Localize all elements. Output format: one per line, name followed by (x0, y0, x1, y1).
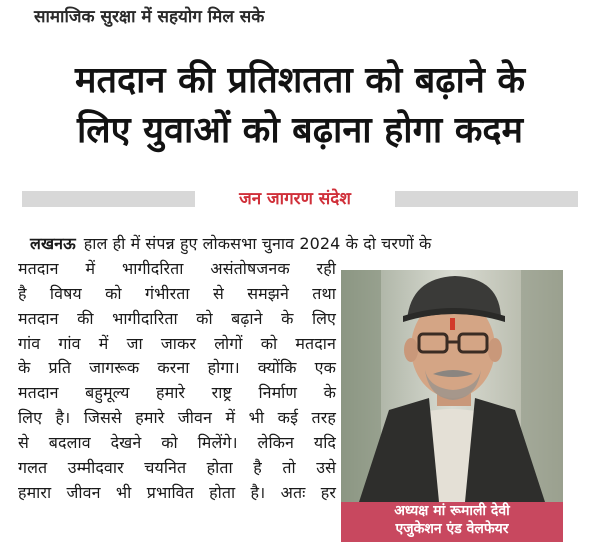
article-line-3: है विषय को गंभीरता से समझने तथा (18, 284, 336, 303)
caption-line-2: एजुकेशन एंड वेलफेयर (395, 521, 509, 537)
byline: जन जागरण संदेश (195, 186, 395, 212)
dateline: लखनऊ (30, 234, 76, 253)
caption-line-1: अध्यक्ष मां रूमाली देवी (394, 503, 510, 519)
article-line-11: हमारा जीवन भी प्रभावित होता है। अतः हर (18, 483, 336, 502)
article-line-9: से बदलाव देखने को मिलेंगे। लेकिन यदि (18, 433, 336, 452)
photo-caption (341, 502, 563, 542)
article-headline (0, 56, 600, 156)
article-line-10: गलत उम्मीदवार चयनित होता है तो उसे (18, 458, 336, 477)
article-line-1 (18, 232, 578, 257)
article-line-2: मतदान में भागीदरिता असंतोषजनक रही (18, 259, 336, 278)
article-line-4: मतदान की भागीदारिता को बढ़ाने के लिए (18, 309, 336, 328)
previous-article-text: सामाजिक सुरक्षा में सहयोग मिल सके (34, 7, 265, 27)
article-line-7: मतदान बहुमूल्य हमारे राष्ट्र निर्माण के (18, 383, 336, 402)
article-line-6: के प्रति जागरूक करना होगा। क्योंकि एक (18, 358, 336, 377)
article-line-1-text: हाल ही में संपन्न हुए लोकसभा चुनाव 2024 के दो चरणों के (83, 234, 432, 253)
headline-line-2: लिए युवाओं को बढ़ाना होगा कदम (76, 110, 524, 151)
portrait-photo (341, 270, 563, 502)
article-line-8: लिए है। जिससे हमारे जीवन में भी कई तरह (18, 408, 336, 427)
article-line-5: गांव गांव में जा जाकर लोगों को मतदान (18, 334, 336, 353)
portrait-illustration (341, 270, 563, 502)
headline-line-1: मतदान की प्रतिशतता को बढ़ाने के (74, 60, 526, 101)
